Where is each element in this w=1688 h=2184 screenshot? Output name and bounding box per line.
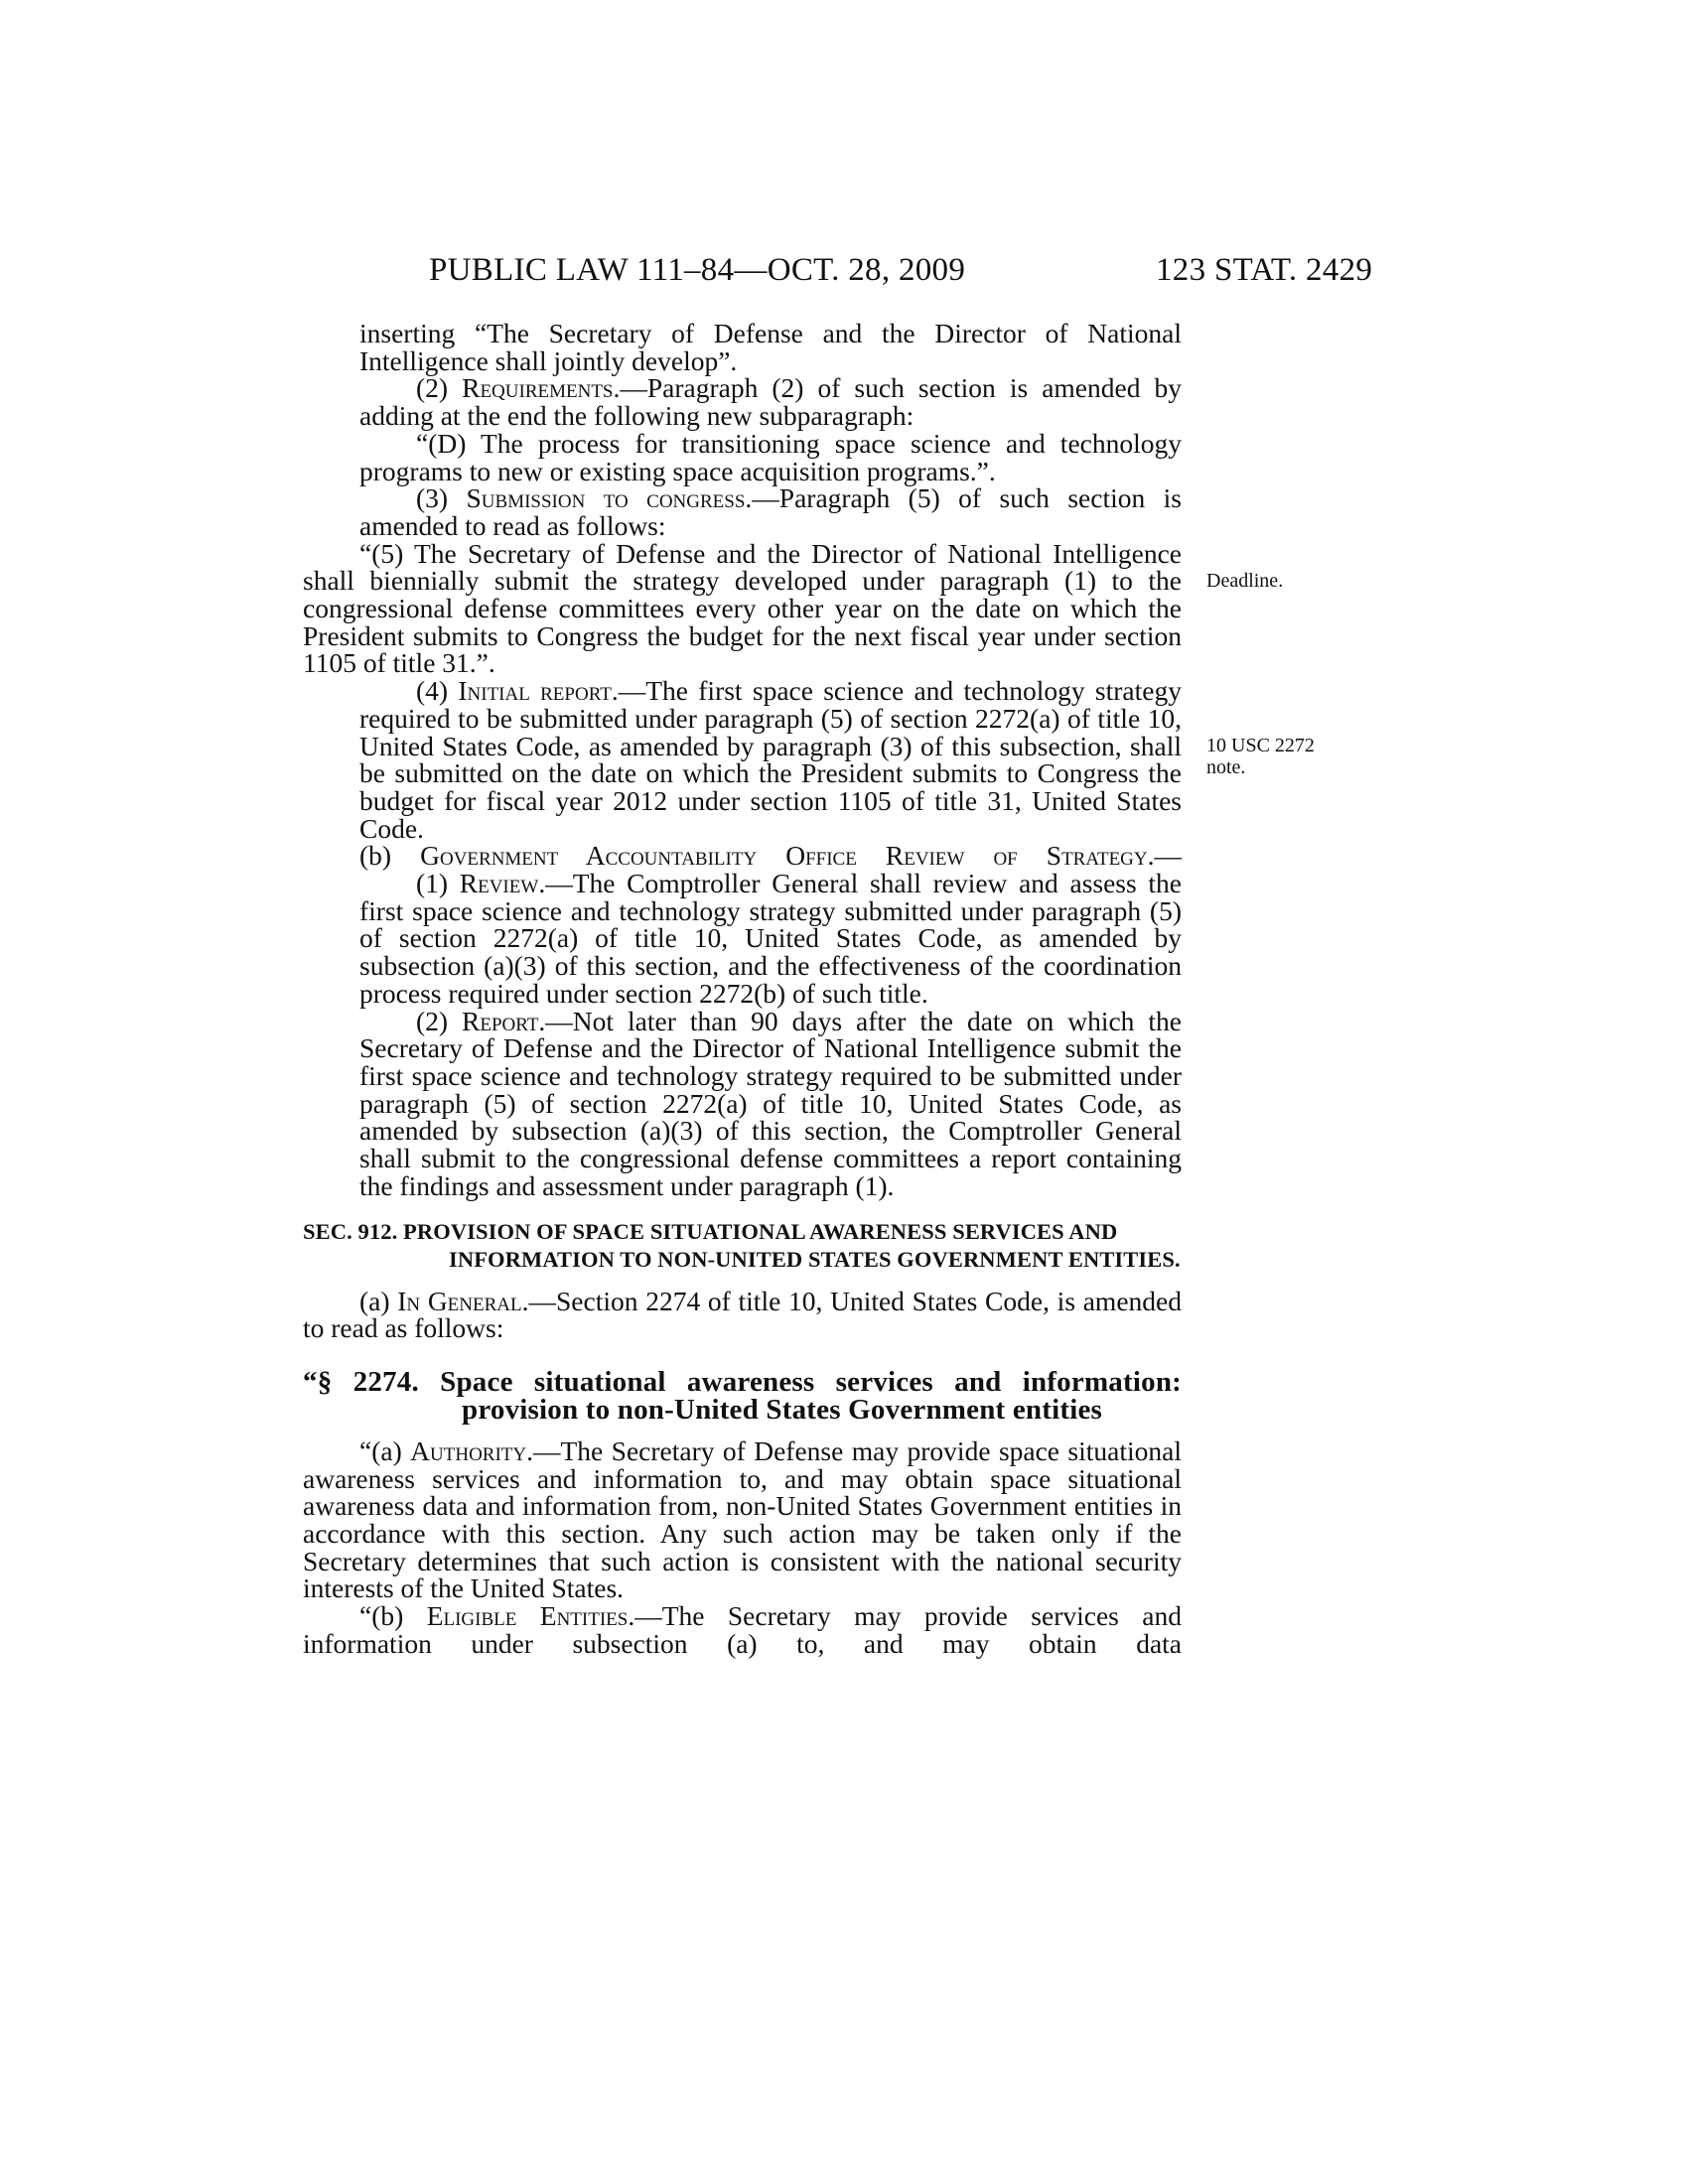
paragraph-initial-report bbox=[303, 677, 1182, 842]
para-text: .—The Secretary may provide services and information under subsection (a) to, and may obtain data bbox=[303, 1600, 1182, 1659]
section-2274-heading: “§ 2274. Space situational awareness services and information: provision to non-United States Government entities bbox=[303, 1365, 1182, 1426]
para-text: .—The Secretary of Defense may provide space situational awareness services and information to, and may obtain space situational awareness data and information from, non-United States Government entities in accordance with this section. Any such action may be taken only if the Secretary determines that such action is consistent with the national security interests of the United States. bbox=[303, 1434, 1182, 1604]
paragraph-submission-to-congress bbox=[303, 484, 1182, 539]
section-912-heading: SEC. 912. PROVISION OF SPACE SITUATIONAL AWARENESS SERVICES AND INFORMATION TO NON-UNITED STATES GOVERNMENT ENTITIES. bbox=[303, 1218, 1181, 1272]
para-text: .—Not later than 90 days after the date on which the Secretary of Defense and the Director of National Intelligence submit the first space science and technology strategy required to be submitted under paragraph (5) of section 2272(a) of title 10, United States Code, as amended by subsection (a)(3) of this section, the Comptroller General shall submit to the congressional defense committees a report containing the findings and assessment under paragraph (1). bbox=[359, 1005, 1182, 1201]
para-number: (a) bbox=[359, 1285, 398, 1316]
para-heading: Review bbox=[459, 868, 539, 899]
para-number: “(b) bbox=[359, 1600, 427, 1632]
para-number: (2) bbox=[416, 372, 463, 404]
paragraph-requirements bbox=[303, 372, 1182, 432]
paragraph-report bbox=[303, 1005, 1182, 1201]
para-number: (4) bbox=[416, 675, 459, 707]
paragraph-in-general bbox=[303, 1285, 1182, 1344]
para-heading: Initial report bbox=[458, 675, 612, 707]
para-text: .—The Comptroller General shall review and assess the first space science and technology strategy submitted under paragraph (5) of section 2272(a) of title 10, United States Code, as amended by subsection (a)(3) of this section, and the effectiveness of the coordination process required under section 2272(b) of such title. bbox=[359, 868, 1182, 1009]
margin-note-usc bbox=[1206, 735, 1355, 778]
para-number: (b) bbox=[359, 840, 421, 872]
para-heading: Authority bbox=[410, 1434, 527, 1466]
margin-note-usc-line1: 10 USC 2272 bbox=[1206, 735, 1315, 756]
paragraph-authority bbox=[303, 1434, 1182, 1604]
running-header-title: PUBLIC LAW 111–84—OCT. 28, 2009 bbox=[429, 252, 966, 288]
paragraph-eligible-entities bbox=[303, 1602, 1182, 1657]
para-text: .—Paragraph (2) of such section is amended by adding at the end the following new subparagraph: bbox=[359, 372, 1182, 432]
para-heading: Government Accountability Office Review of Strategy bbox=[420, 840, 1148, 872]
running-header-page-number: 123 STAT. 2429 bbox=[1156, 252, 1373, 288]
para-text: .— bbox=[1147, 840, 1182, 872]
para-number: (1) bbox=[416, 868, 460, 899]
body-text bbox=[303, 320, 1182, 1658]
para-number: “(a) bbox=[359, 1434, 411, 1466]
para-number: (2) bbox=[416, 1005, 463, 1036]
para-heading: In General bbox=[397, 1285, 522, 1316]
paragraph-quoted-subparagraph-d: “(D) The process for transitioning space science and technology programs to new or existing space acquisition programs.”. bbox=[359, 427, 1182, 486]
paragraph-gao-review-heading bbox=[303, 842, 1182, 870]
paragraph-continuation: inserting “The Secretary of Defense and the Director of National Intelligence shall jointly develop”. bbox=[359, 318, 1182, 376]
margin-note-deadline: Deadline. bbox=[1206, 570, 1284, 592]
para-text: .—The first space science and technology strategy required to be submitted under paragraph (5) of section 2272(a) of title 10, United States Code, as amended by paragraph (3) of this subsection, shall be submitted on the date on which the President submits to Congress the budget for fiscal year 2012 under section 1105 of title 31, United States Code. bbox=[359, 675, 1182, 844]
margin-note-usc-line2: note. bbox=[1206, 756, 1246, 778]
para-heading: Report bbox=[462, 1005, 539, 1036]
para-text: .—Paragraph (5) of such section is amended to read as follows: bbox=[359, 482, 1182, 541]
para-text: .—Section 2274 of title 10, United States Code, is amended to read as follows: bbox=[303, 1285, 1182, 1344]
paragraph-review bbox=[303, 870, 1182, 1008]
para-heading: Requirements bbox=[462, 372, 614, 404]
paragraph-quoted-5: “(5) The Secretary of Defense and the Director of National Intelligence shall biennially submit the strategy developed under paragraph (1) to the congressional defense committees every other year on the date on which the President submits to Congress the budget for the next fiscal year under section 1105 of title 31.”. bbox=[303, 537, 1182, 679]
para-heading: Submission to congress bbox=[466, 482, 746, 514]
para-number: (3) bbox=[416, 482, 467, 514]
para-heading: Eligible Entities bbox=[426, 1600, 629, 1632]
